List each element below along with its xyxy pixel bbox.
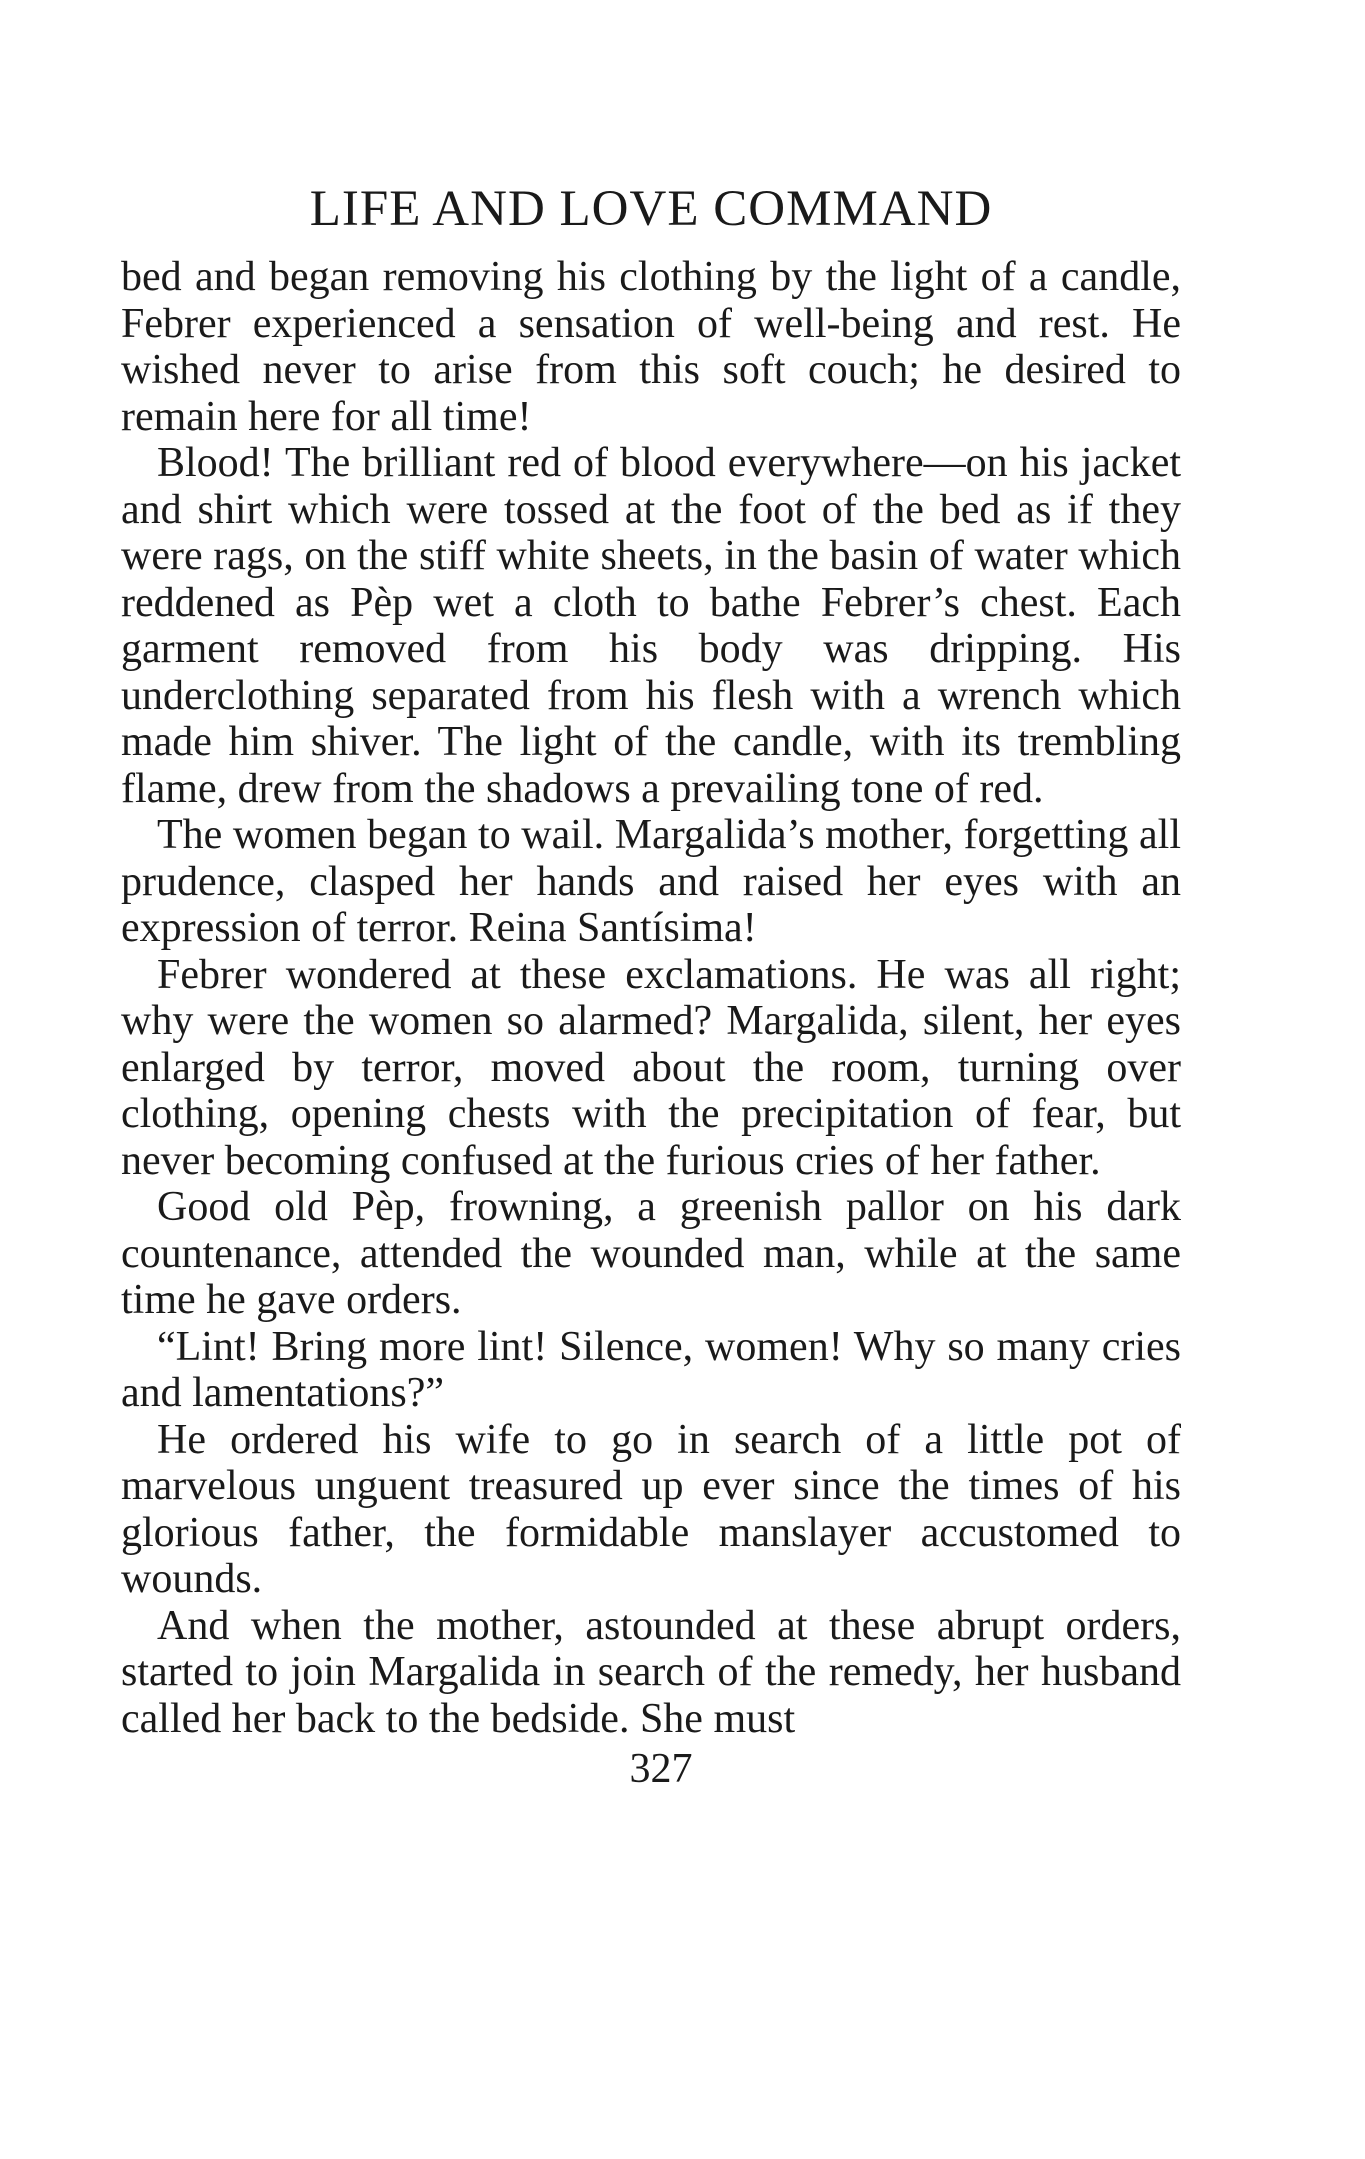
paragraph: He ordered his wife to go in search of a little pot of marvelous unguent treasured up ever since the times of his glorious father, the formidable manslayer accustomed to wounds. — [121, 1416, 1181, 1602]
paragraph: The women began to wail. Margalida’s mother, forgetting all prudence, clasped her hands and raised her eyes with an expression of terror. Reina Santísima! — [121, 812, 1181, 951]
paragraph: And when the mother, astounded at these abrupt orders, started to join Margalida in search of the remedy, her husband called her back to the bedside. She must — [121, 1602, 1181, 1742]
paragraph: Blood! The brilliant red of blood everywhere—on his jacket and shirt which were tossed at the foot of the bed as if they were rags, on the stiff white sheets, in the basin of water which reddened as Pèp wet a cloth to bathe Febrer’s chest. Each garment removed from his body was dripping. His underclothing separated from his flesh with a wrench which made him shiver. The light of the candle, with its trembling flame, drew from the shadows a prevailing tone of red. — [121, 440, 1181, 812]
book-page — [121, 180, 1181, 1792]
paragraph: bed and began removing his clothing by the light of a candle, Febrer experienced a sensation of well-being and rest. He wished never to arise from this soft couch; he desired to remain here for all time! — [121, 254, 1181, 440]
paragraph: Febrer wondered at these exclamations. He was all right; why were the women so alarmed? Margalida, silent, her eyes enlarged by terror, moved about the room, turning over clothing, opening chests with the precipitation of fear, but never becoming confused at the furious cries of her father. — [121, 951, 1181, 1184]
paragraph: Good old Pèp, frowning, a greenish pallor on his dark countenance, attended the wounded man, while at the same time he gave orders. — [121, 1184, 1181, 1323]
running-head: LIFE AND LOVE COMMAND — [309, 181, 993, 237]
page-number: 327 — [629, 1746, 693, 1792]
paragraph: “Lint! Bring more lint! Silence, women! Why so many cries and lamentations?” — [121, 1323, 1181, 1416]
